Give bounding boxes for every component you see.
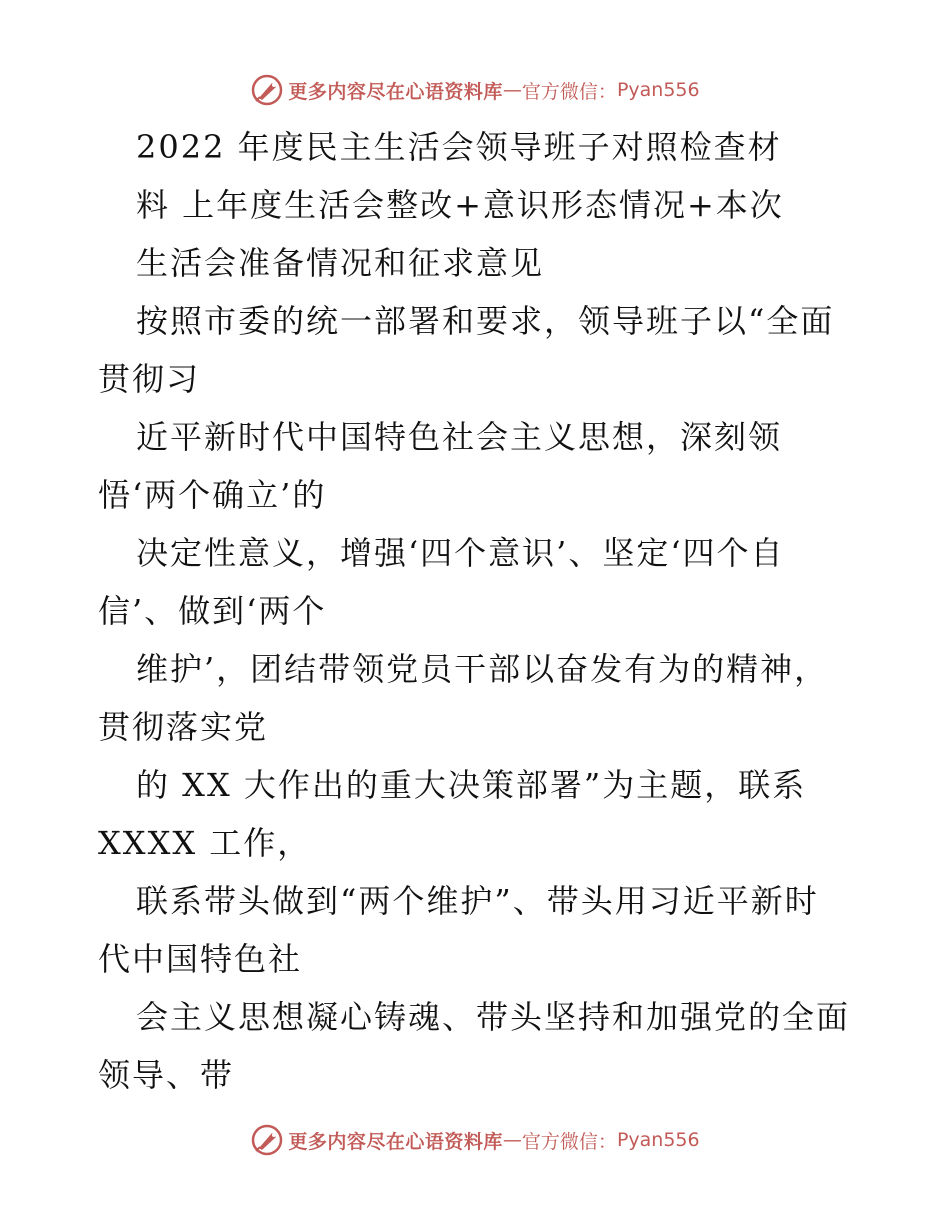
paragraph-line: 维护’，团结带领党员干部以奋发有为的精神， (136, 650, 829, 688)
watermark-contact-id: Pyan556 (616, 1129, 700, 1151)
pen-nib-logo-icon (250, 1123, 284, 1157)
paragraph-line: 会主义思想凝心铸魂、带头坚持和加强党的全面 (136, 998, 851, 1036)
paragraph-line: 联系带头做到“两个维护”、带头用习近平新时 (136, 882, 819, 920)
document-body (98, 118, 858, 1104)
paragraph-line: 的 XX 大作出的重大决策部署”为主题，联系 (136, 766, 807, 804)
watermark-main-text: 更多内容尽在心语资料库 (288, 80, 503, 103)
footer-watermark (0, 1120, 950, 1160)
title-line-2: 料 上年度生活会整改+意识形态情况+本次 (136, 186, 784, 224)
watermark-main-text: 更多内容尽在心语资料库 (288, 1130, 503, 1153)
paragraph-line: 悟‘两个确立’的 (98, 476, 327, 514)
paragraph-line: 近平新时代中国特色社会主义思想，深刻领 (136, 418, 783, 456)
watermark-separator: — (502, 79, 522, 101)
paragraph-line: 决定性意义，增强‘四个意识’、坚定‘四个自 (136, 534, 785, 572)
pen-nib-logo-icon (250, 73, 284, 107)
watermark-contact-id: Pyan556 (616, 79, 700, 101)
title-line-3: 生活会准备情况和征求意见 (136, 244, 545, 282)
title-line-1: 2022 年度民主生活会领导班子对照检查材 (136, 128, 782, 166)
watermark-contact-label: 官方微信： (521, 80, 617, 103)
paragraph-line: 贯彻习 (98, 360, 201, 398)
watermark-separator: — (502, 1129, 522, 1151)
paragraph-line: 代中国特色社 (98, 940, 303, 978)
paragraph-line: 贯彻落实党 (98, 708, 269, 746)
paragraph-line: 按照市委的统一部署和要求，领导班子以“全面 (136, 302, 835, 340)
paragraph-line: 领导、带 (98, 1056, 235, 1094)
header-watermark (0, 70, 950, 110)
paragraph-line: XXXX 工作， (98, 824, 312, 862)
watermark-contact-label: 官方微信： (521, 1130, 617, 1153)
paragraph-line: 信’、做到‘两个 (98, 592, 327, 630)
